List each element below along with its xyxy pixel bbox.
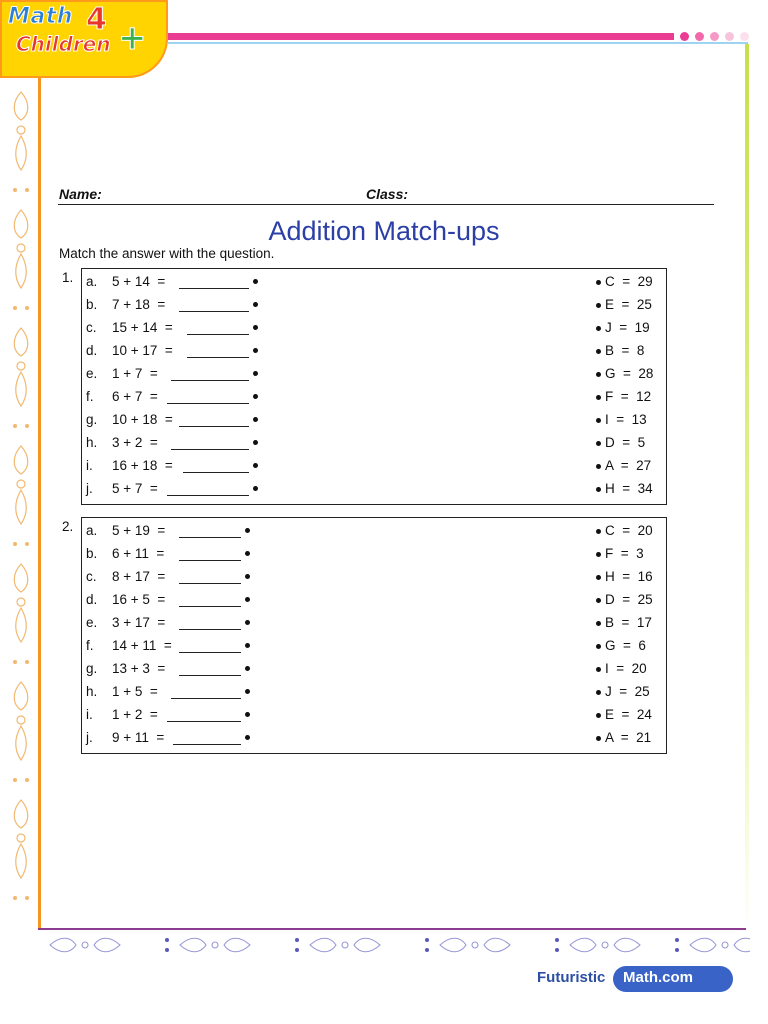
footer-brand-link[interactable]: Math.com: [623, 969, 694, 986]
name-line[interactable]: [58, 204, 714, 205]
match-row: [86, 684, 662, 706]
answer-choice: B = 8: [605, 343, 645, 358]
match-point-left-icon[interactable]: [253, 371, 258, 376]
bottom-ornament-icon: [40, 934, 750, 956]
left-border: [38, 78, 41, 930]
question-letter: j.: [86, 730, 93, 745]
question-letter: f.: [86, 638, 94, 653]
match-point-right-icon[interactable]: [596, 644, 601, 649]
answer-blank[interactable]: [167, 403, 249, 404]
match-point-left-icon[interactable]: [253, 394, 258, 399]
answer-blank[interactable]: [179, 288, 249, 289]
question-letter: a.: [86, 274, 98, 289]
match-row: [86, 615, 662, 637]
match-point-right-icon[interactable]: [596, 349, 601, 354]
question-expression: 15 + 14 =: [112, 320, 173, 335]
answer-blank[interactable]: [167, 721, 241, 722]
dot-icon: [695, 32, 704, 41]
match-point-right-icon[interactable]: [596, 280, 601, 285]
answer-blank[interactable]: [173, 744, 241, 745]
match-point-left-icon[interactable]: [253, 417, 258, 422]
match-row: [86, 638, 662, 660]
match-point-right-icon[interactable]: [596, 575, 601, 580]
logo-children-text: Children: [16, 32, 111, 56]
match-point-left-icon[interactable]: [245, 551, 250, 556]
question-expression: 1 + 5 =: [112, 684, 158, 699]
match-point-left-icon[interactable]: [245, 666, 250, 671]
question-letter: h.: [86, 435, 98, 450]
question-letter: f.: [86, 389, 94, 404]
match-row: [86, 297, 662, 319]
problem-number: 2.: [62, 519, 74, 534]
answer-choice: J = 19: [605, 320, 650, 335]
answer-choice: C = 20: [605, 523, 653, 538]
question-letter: h.: [86, 684, 98, 699]
question-letter: g.: [86, 661, 98, 676]
answer-choice: E = 25: [605, 297, 652, 312]
question-expression: 13 + 3 =: [112, 661, 166, 676]
answer-choice: G = 28: [605, 366, 654, 381]
answer-choice: H = 34: [605, 481, 653, 496]
match-point-left-icon[interactable]: [253, 279, 258, 284]
dot-icon: [725, 32, 734, 41]
match-point-right-icon[interactable]: [596, 464, 601, 469]
question-expression: 1 + 2 =: [112, 707, 158, 722]
question-expression: 10 + 17 =: [112, 343, 173, 358]
answer-blank[interactable]: [171, 449, 249, 450]
match-point-left-icon[interactable]: [253, 302, 258, 307]
answer-choice: H = 16: [605, 569, 653, 584]
question-expression: 9 + 11 =: [112, 730, 165, 745]
answer-choice: G = 6: [605, 638, 646, 653]
answer-blank[interactable]: [187, 334, 249, 335]
header-dots: [680, 30, 749, 42]
question-expression: 10 + 18 =: [112, 412, 173, 427]
answer-choice: A = 27: [605, 458, 652, 473]
header-stripe-blue: [168, 42, 748, 44]
question-letter: b.: [86, 546, 98, 561]
match-point-right-icon[interactable]: [596, 598, 601, 603]
question-expression: 14 + 11 =: [112, 638, 172, 653]
match-row: [86, 546, 662, 568]
answer-choice: C = 29: [605, 274, 653, 289]
page-title: Addition Match-ups: [268, 216, 500, 246]
class-label: Class:: [366, 186, 409, 202]
question-letter: i.: [86, 707, 93, 722]
answer-blank[interactable]: [167, 495, 249, 496]
match-point-right-icon[interactable]: [596, 736, 601, 741]
match-point-left-icon[interactable]: [253, 463, 258, 468]
match-point-right-icon[interactable]: [596, 621, 601, 626]
match-point-right-icon[interactable]: [596, 395, 601, 400]
problem-box-1: [81, 268, 667, 505]
question-letter: b.: [86, 297, 98, 312]
match-row: [86, 707, 662, 729]
question-expression: 1 + 7 =: [112, 366, 158, 381]
match-point-left-icon[interactable]: [245, 620, 250, 625]
match-point-right-icon[interactable]: [596, 552, 601, 557]
problem-box-2: [81, 517, 667, 754]
answer-choice: B = 17: [605, 615, 652, 630]
question-expression: 5 + 14 =: [112, 274, 166, 289]
match-row: [86, 412, 662, 434]
match-point-left-icon[interactable]: [253, 440, 258, 445]
question-letter: i.: [86, 458, 93, 473]
answer-blank[interactable]: [179, 311, 249, 312]
answer-choice: F = 12: [605, 389, 652, 404]
match-row: [86, 661, 662, 683]
question-letter: d.: [86, 592, 98, 607]
answer-choice: F = 3: [605, 546, 644, 561]
match-row: [86, 343, 662, 365]
match-row: [86, 458, 662, 480]
answer-choice: D = 5: [605, 435, 646, 450]
question-letter: e.: [86, 615, 98, 630]
match-row: [86, 523, 662, 545]
match-row: [86, 481, 662, 503]
bottom-border: [38, 928, 746, 930]
match-point-left-icon[interactable]: [253, 486, 258, 491]
match-row: [86, 435, 662, 457]
match-point-left-icon[interactable]: [245, 735, 250, 740]
answer-choice: I = 20: [605, 661, 647, 676]
match-point-left-icon[interactable]: [253, 348, 258, 353]
question-expression: 5 + 7 =: [112, 481, 158, 496]
dot-icon: [710, 32, 719, 41]
question-letter: j.: [86, 481, 93, 496]
match-row: [86, 389, 662, 411]
match-point-left-icon[interactable]: [245, 574, 250, 579]
match-point-right-icon[interactable]: [596, 372, 601, 377]
logo-four-text: 4: [86, 2, 107, 37]
question-expression: 3 + 2 =: [112, 435, 158, 450]
match-point-left-icon[interactable]: [245, 528, 250, 533]
dot-icon: [740, 32, 749, 41]
match-point-right-icon[interactable]: [596, 326, 601, 331]
answer-choice: I = 13: [605, 412, 647, 427]
answer-choice: D = 25: [605, 592, 653, 607]
match-point-left-icon[interactable]: [245, 712, 250, 717]
match-row: [86, 592, 662, 614]
match-point-right-icon[interactable]: [596, 529, 601, 534]
match-point-right-icon[interactable]: [596, 303, 601, 308]
match-row: [86, 730, 662, 752]
match-point-right-icon[interactable]: [596, 713, 601, 718]
answer-choice: E = 24: [605, 707, 652, 722]
match-point-right-icon[interactable]: [596, 441, 601, 446]
question-letter: c.: [86, 569, 97, 584]
answer-blank[interactable]: [179, 560, 241, 561]
answer-blank[interactable]: [179, 652, 241, 653]
match-row: [86, 274, 662, 296]
match-point-right-icon[interactable]: [596, 418, 601, 423]
dot-icon: [680, 32, 689, 41]
logo-math-text: Math: [8, 4, 73, 29]
question-letter: c.: [86, 320, 97, 335]
right-border: [745, 44, 749, 934]
match-point-left-icon[interactable]: [253, 325, 258, 330]
question-expression: 5 + 19 =: [112, 523, 166, 538]
match-row: [86, 320, 662, 342]
question-expression: 3 + 17 =: [112, 615, 166, 630]
footer-brand-prefix: Futuristic: [537, 969, 606, 986]
question-expression: 16 + 5 =: [112, 592, 166, 607]
header-stripe-pink: [168, 33, 674, 40]
question-expression: 16 + 18 =: [112, 458, 173, 473]
answer-blank[interactable]: [187, 357, 249, 358]
match-point-right-icon[interactable]: [596, 487, 601, 492]
answer-blank[interactable]: [171, 698, 241, 699]
match-point-left-icon[interactable]: [245, 597, 250, 602]
question-expression: 6 + 11 =: [112, 546, 165, 561]
match-point-right-icon[interactable]: [596, 690, 601, 695]
question-letter: e.: [86, 366, 98, 381]
match-point-right-icon[interactable]: [596, 667, 601, 672]
question-expression: 6 + 7 =: [112, 389, 158, 404]
answer-choice: A = 21: [605, 730, 652, 745]
question-expression: 7 + 18 =: [112, 297, 166, 312]
answer-blank[interactable]: [179, 537, 241, 538]
instruction-text: Match the answer with the question.: [59, 246, 275, 261]
answer-choice: J = 25: [605, 684, 650, 699]
logo-plus-text: +: [118, 18, 147, 58]
question-letter: g.: [86, 412, 98, 427]
answer-blank[interactable]: [179, 426, 249, 427]
answer-blank[interactable]: [179, 629, 241, 630]
answer-blank[interactable]: [183, 472, 249, 473]
problem-number: 1.: [62, 270, 74, 285]
answer-blank[interactable]: [179, 606, 241, 607]
match-row: [86, 569, 662, 591]
question-letter: a.: [86, 523, 98, 538]
question-expression: 8 + 17 =: [112, 569, 166, 584]
answer-blank[interactable]: [179, 583, 241, 584]
answer-blank[interactable]: [179, 675, 241, 676]
match-row: [86, 366, 662, 388]
name-label: Name:: [59, 186, 102, 202]
match-point-left-icon[interactable]: [245, 689, 250, 694]
question-letter: d.: [86, 343, 98, 358]
match-point-left-icon[interactable]: [245, 643, 250, 648]
answer-blank[interactable]: [171, 380, 249, 381]
